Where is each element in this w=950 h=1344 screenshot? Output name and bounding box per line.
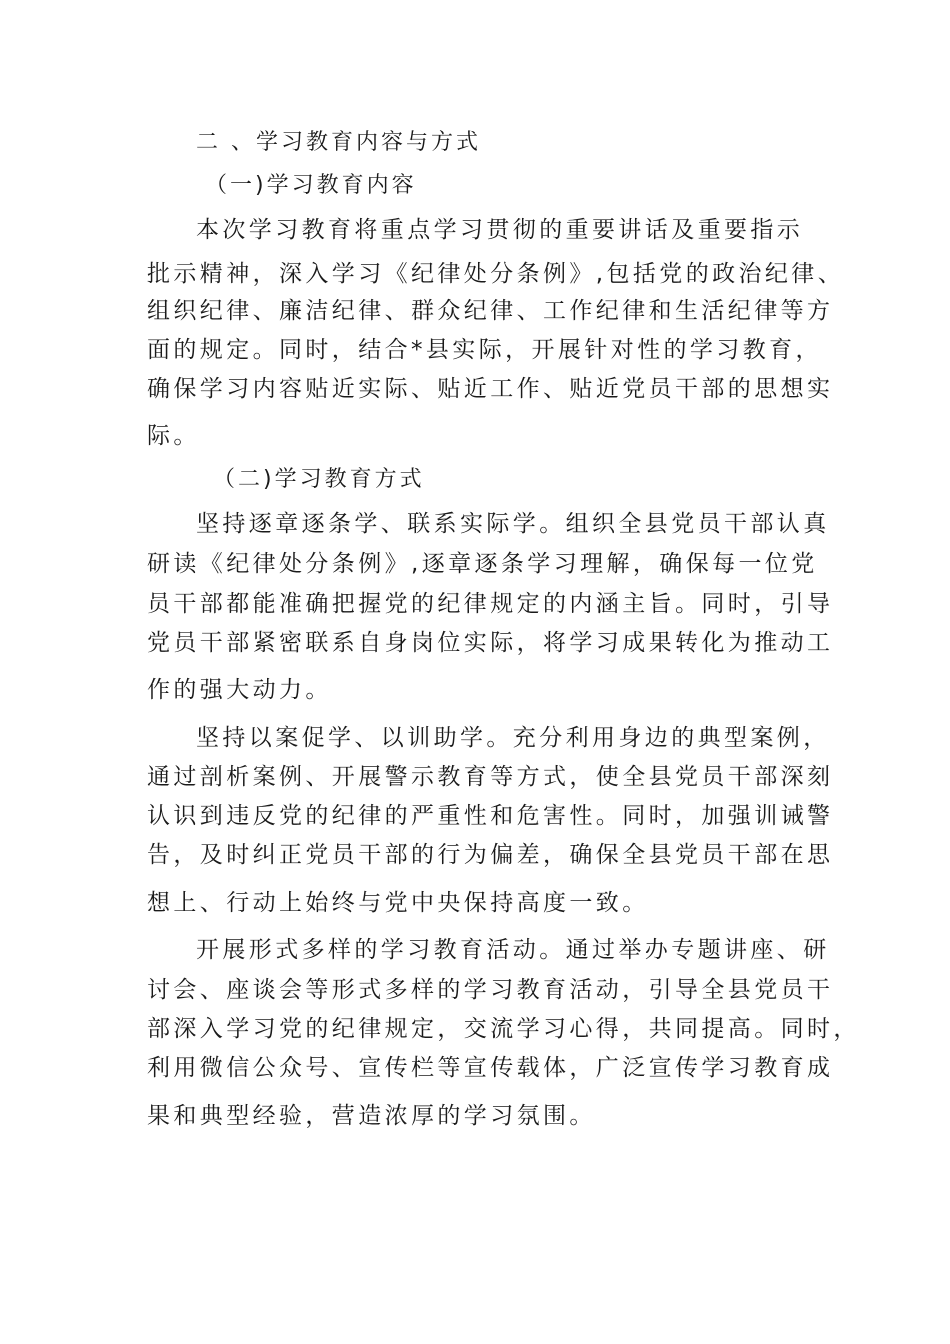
- text-line: 讨会、座谈会等形式多样的学习教育活动，引导全县党员干: [147, 977, 834, 1003]
- text-line: 际。: [147, 423, 200, 449]
- text-line: 面的规定。同时，结合*县实际，开展针对性的学习教育，: [147, 337, 822, 363]
- text-line: 通过剖析案例、开展警示教育等方式，使全县党员干部深刻: [147, 764, 834, 790]
- text-line: 告，及时纠正党员干部的行为偏差，确保全县党员干部在思: [147, 842, 834, 868]
- text-line: 坚持逐章逐条学、联系实际学。组织全县党员干部认真: [196, 511, 830, 537]
- text-line: 确保学习内容贴近实际、贴近工作、贴近党员干部的思想实: [147, 376, 834, 402]
- text-line: 本次学习教育将重点学习贯彻的重要讲话及重要指示: [196, 217, 804, 243]
- text-line: 果和典型经验，营造浓厚的学习氛围。: [147, 1103, 596, 1129]
- text-line: 坚持以案促学、以训助学。充分利用身边的典型案例，: [196, 725, 830, 751]
- text-line: 利用微信公众号、宣传栏等宣传载体，广泛宣传学习教育成: [147, 1055, 834, 1081]
- text-line: 员干部都能准确把握党的纪律规定的内涵主旨。同时，引导: [147, 591, 834, 617]
- text-line: 研读《纪律处分条例》,逐章逐条学习理解，确保每一位党: [147, 551, 818, 577]
- subsection-heading-method: （二)学习教育方式: [213, 467, 425, 492]
- subsection-heading-content: （一)学习教育内容: [205, 173, 417, 198]
- text-line: 部深入学习党的纪律规定，交流学习心得，共同提高。同时，: [147, 1016, 860, 1042]
- text-line: 党员干部紧密联系自身岗位实际，将学习成果转化为推动工: [147, 630, 834, 656]
- text-line: 开展形式多样的学习教育活动。通过举办专题讲座、研: [196, 937, 830, 963]
- section-heading: 二 、学习教育内容与方式: [196, 130, 481, 155]
- text-line: 想上、行动上始终与党中央保持高度一致。: [147, 890, 649, 916]
- text-line: 作的强大动力。: [147, 677, 332, 703]
- text-line: 认识到违反党的纪律的严重性和危害性。同时，加强训诫警: [147, 803, 834, 829]
- text-line: 组织纪律、廉洁纪律、群众纪律、工作纪律和生活纪律等方: [147, 298, 834, 324]
- text-line: 批示精神，深入学习《纪律处分条例》,包括党的政治纪律、: [147, 261, 845, 287]
